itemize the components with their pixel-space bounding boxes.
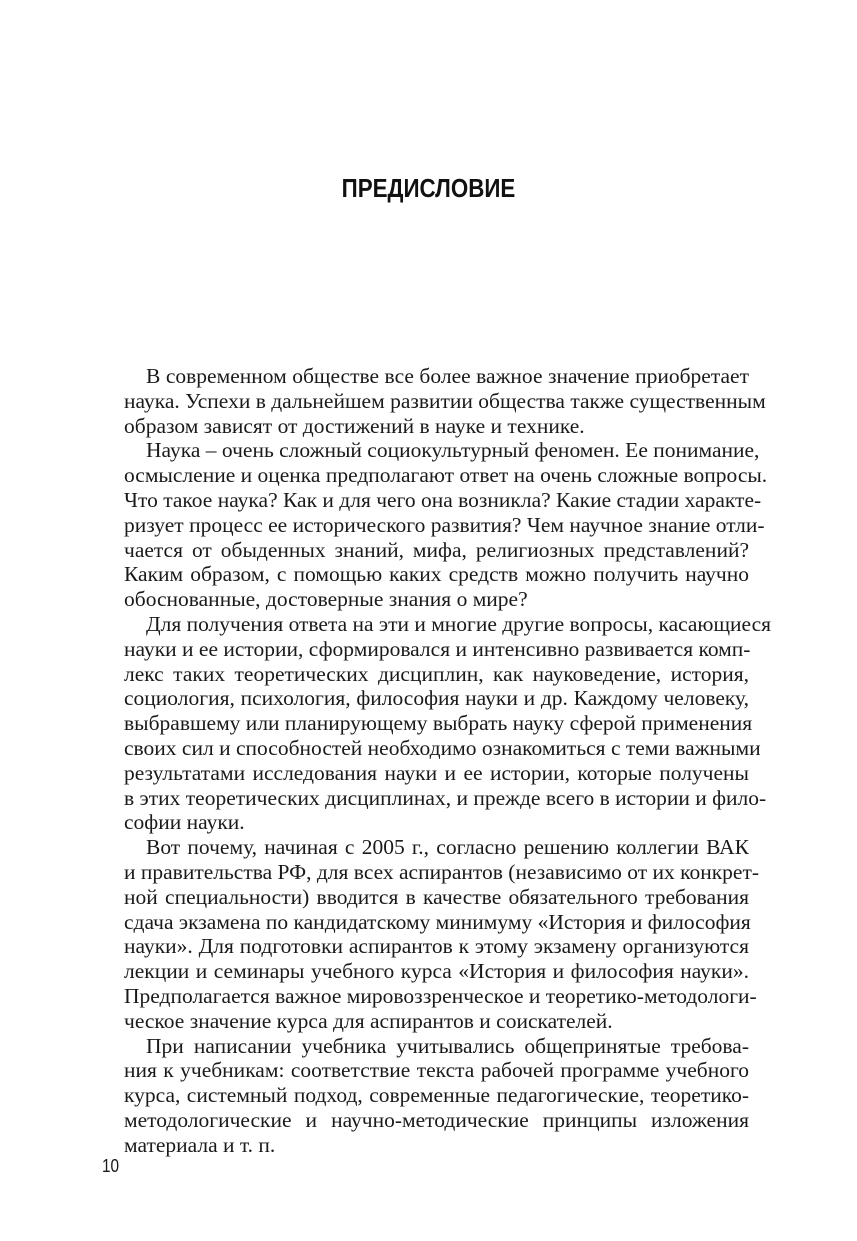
text-line: выбравшему или планирующему выбрать науку сферой применения [124, 711, 753, 736]
text-line: лекс таких теоретических дисциплин, как науковедение, история, [124, 661, 749, 686]
text-line: Для получения ответа на эти и многие другие вопросы, касающиеся [146, 611, 771, 636]
text-line: курса, системный подход, современные педагогические, теоретико- [124, 1083, 749, 1108]
text-line: и правительства РФ, для всех аспирантов (независимо от их конкрет- [124, 859, 760, 884]
body-text [102, 364, 771, 1158]
text-line: лекции и семинары учебного курса «История и философия науки». [124, 959, 749, 984]
text-line: науки». Для подготовки аспирантов к этому экзамену организуются [124, 934, 749, 959]
text-line: В современном обществе все более важное значение приобретает [146, 364, 749, 388]
text-line: Наука – очень сложный социокультурный феномен. Ее понимание, [146, 438, 760, 463]
paragraph-1 [102, 364, 766, 438]
page-number: 10 [102, 1156, 120, 1176]
text-line: методологические и научно-методические принципы изложения [124, 1107, 749, 1132]
text-line: образом зависят от достижений в науке и технике. [124, 413, 585, 438]
text-line: ризует процесс ее исторического развития? Чем научное знание отли- [124, 512, 765, 537]
text-line: материала и т. п. [124, 1132, 276, 1157]
text-line: науки и ее истории, сформировался и интенсивно развивается комп- [124, 636, 751, 661]
text-line: При написании учебника учитывались общепринятые требова- [146, 1033, 749, 1058]
paragraph-4 [102, 835, 760, 1033]
text-line: Что такое наука? Как и для чего она возникла? Какие стадии характе- [124, 487, 762, 512]
page-title: ПРЕДИСЛОВИЕ [341, 173, 516, 203]
text-line: обоснованные, достоверные знания о мире? [124, 587, 528, 612]
text-line: социология, психология, философия науки и др. Каждому человеку, [124, 686, 749, 711]
text-line: Вот почему, начиная с 2005 г., согласно решению коллегии ВАК [146, 835, 749, 860]
text-line: осмысление и оценка предполагают ответ на очень сложные вопросы. [124, 463, 768, 488]
text-line: своих сил и способностей необходимо ознакомиться с теми важными [124, 735, 761, 760]
text-line: ческое значение курса для аспирантов и соискателей. [124, 1008, 613, 1033]
text-line: софии науки. [124, 810, 245, 835]
text-line: ния к учебникам: соответствие текста рабочей программе учебного [124, 1058, 749, 1083]
paragraph-5 [102, 1034, 749, 1158]
text-line: сдача экзамена по кандидатскому минимуму «История и философия [124, 909, 751, 934]
text-line: результатами исследования науки и ее истории, которые получены [124, 760, 749, 785]
text-line: Каким образом, с помощью каких средств можно получить научно [124, 562, 749, 587]
paragraph-3 [102, 611, 771, 835]
text-line: в этих теоретических дисциплинах, и прежде всего в истории и фило- [124, 785, 767, 810]
paragraph-2 [102, 438, 768, 612]
text-line: наука. Успехи в дальнейшем развитии общества также существенным [124, 388, 766, 413]
text-line: ной специальности) вводится в качестве обязательного требования [124, 884, 749, 909]
text-line: Предполагается важное мировоззренческое и теоретико-методологи- [124, 983, 757, 1008]
text-line: чается от обыденных знаний, мифа, религиозных представлений? [124, 537, 749, 562]
